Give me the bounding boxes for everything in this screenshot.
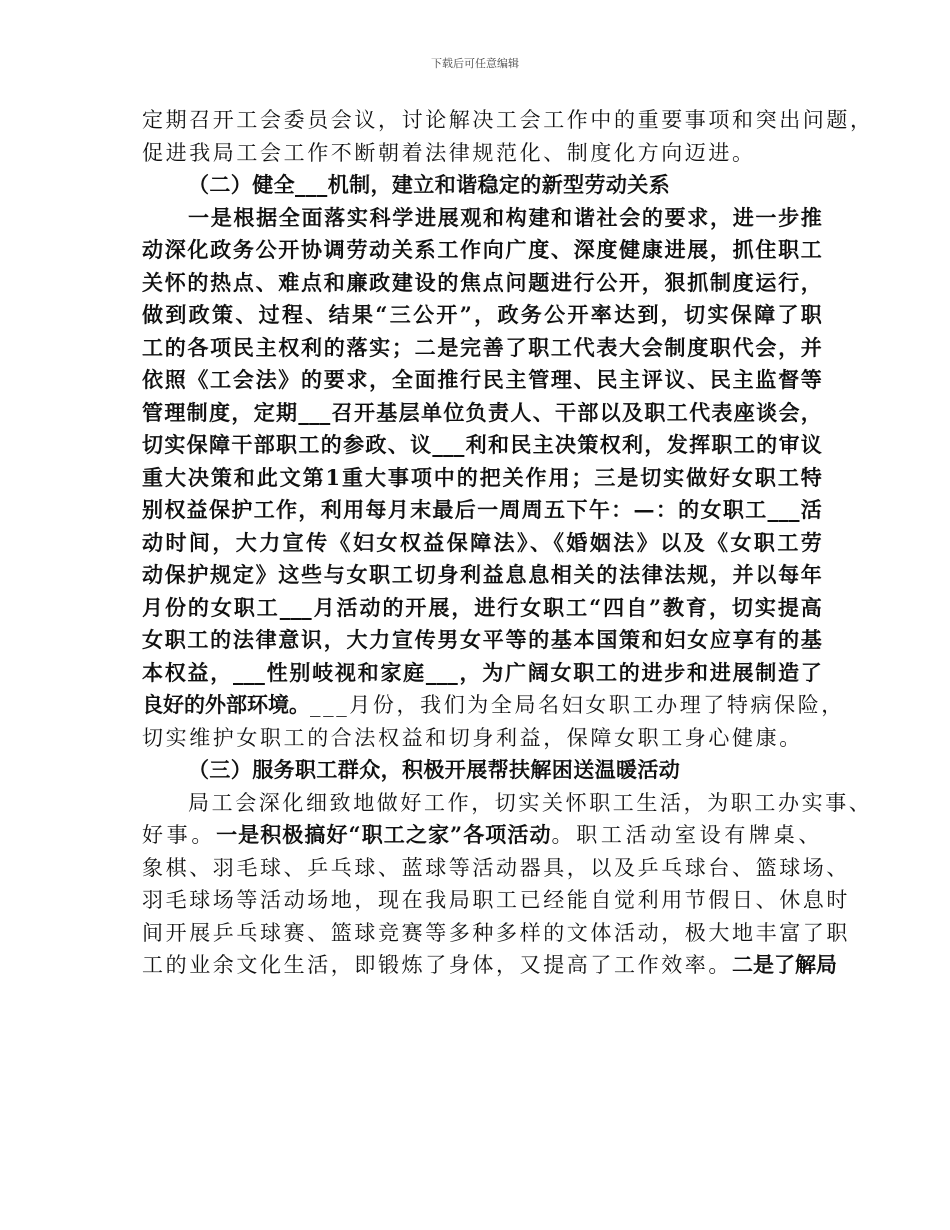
section-heading: （三）服务职工群众，积极开展帮扶解困送温暖活动 [188, 757, 681, 782]
text-line: 关怀的热点、难点和廉政建设的焦点问题进行公开，狠抓制度运行， [142, 269, 822, 295]
text-line: 羽毛球场等活动场地，现在我局职工已经能自觉利用节假日、休息时 [142, 888, 850, 912]
text-line: 动时间，大力宣传《妇女权益保障法》、《婚姻法》以及《女职工劳 [142, 529, 822, 555]
text-line: 促进我局工会工作不断朝着法律规范化、制度化方向迈进。 [142, 140, 756, 165]
text-line: 动保护规定》这些与女职工切身利益息息相关的法律法规，并以每年 [142, 562, 822, 587]
text-line: 工的各项民主权利的落实；二是完善了职工代表大会制度职代会，并 [142, 334, 822, 360]
text-span: 好事。 [142, 823, 217, 847]
text-line: 月份的女职工___月活动的开展，进行女职工“四自”教育，切实提高 [142, 594, 822, 620]
text-line: 切实维护女职工的合法权益和切身利益，保障女职工身心健康。 [142, 725, 803, 750]
section-heading: （二）健全___机制，建立和谐稳定的新型劳动关系 [188, 172, 671, 197]
text-line: 女职工的法律意识，大力宣传男女平等的基本国策和妇女应享有的基 [142, 627, 822, 652]
bold-phrase: 良好的外部环境。 [142, 692, 310, 717]
text-line: 象棋、羽毛球、乒乓球、蓝球等活动器具，以及乒乓球台、篮球场、 [142, 855, 850, 880]
text-span: 工的业余文化生活，即锻炼了身体，又提高了工作效率。 [142, 953, 732, 977]
text-line: 别权益保护工作，利用每月末最后一周周五下午：—：的女职工___活 [142, 497, 822, 522]
text-line: 一是根据全面落实科学进展观和构建和谐社会的要求，进一步推 [188, 204, 822, 230]
text-line: 切实保障干部职工的参政、议___利和民主决策权利，发挥职工的审议 [142, 432, 822, 457]
text-line: 动深化政务公开协调劳动关系工作向广度、深度健康进展，抓住职工 [142, 237, 822, 262]
bold-phrase: 二是了解局 [732, 952, 837, 977]
text-span: ___月份，我们为全局名妇女职工办理了特病保险， [310, 693, 845, 717]
text-line [142, 949, 837, 982]
page-header: 下载后可任意编辑 [431, 57, 519, 70]
text-line: 本权益，___性别岐视和家庭___，为广阔女职工的进步和进展制造了 [142, 659, 822, 685]
text-line: 定期召开工会委员会议，讨论解决工会工作中的重要事项和突出问题， [142, 108, 874, 132]
text-line: 重大决策和此文第1重大事项中的把关作用；三是切实做好女职工特 [142, 464, 822, 490]
text-line [142, 689, 845, 722]
bold-phrase: 一是积极搞好“职工之家”各项活动 [216, 822, 552, 847]
text-line: 做到政策、过程、结果“三公开”，政务公开率达到，切实保障了职 [142, 302, 822, 327]
text-line [142, 819, 822, 852]
text-line: 局工会深化细致地做好工作，切实关怀职工生活，为职工办实事、 [188, 790, 873, 815]
document-body [142, 104, 874, 982]
text-line: 管理制度，定期___召开基层单位负责人、干部以及职工代表座谈会， [142, 399, 822, 425]
text-line: 依照《工会法》的要求，全面推行民主管理、民主评议、民主监督等 [142, 367, 822, 392]
text-span: 。职工活动室设有牌桌、 [551, 823, 822, 847]
text-line: 间开展乒乓球赛、篮球竞赛等多种多样的文体活动，极大地丰富了职 [142, 920, 850, 945]
